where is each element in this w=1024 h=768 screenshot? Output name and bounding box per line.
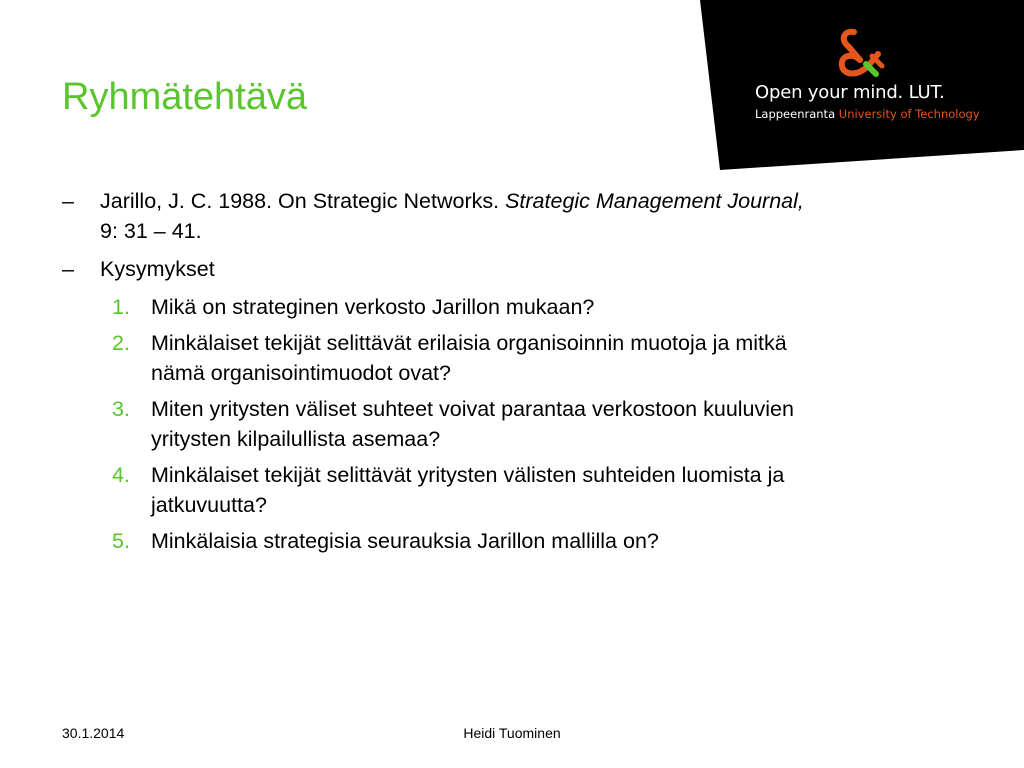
question-item	[62, 526, 962, 556]
slide-title: Ryhmätehtävä	[62, 76, 308, 118]
question-item	[62, 460, 962, 520]
logo-university: University of Technology	[838, 107, 980, 121]
lut-ampersand-logo-icon	[830, 26, 890, 82]
question-number: 1.	[112, 295, 130, 319]
footer-author: Heidi Tuominen	[463, 725, 561, 741]
question-item	[62, 394, 962, 454]
question-item	[62, 292, 962, 322]
question-text-cont: yritysten kilpailullista asemaa?	[151, 427, 441, 451]
bullet-dash: –	[62, 257, 74, 281]
reference-pages: 9: 31 – 41.	[100, 219, 202, 243]
question-text-cont: jatkuvuutta?	[151, 493, 267, 517]
reference-journal: Strategic Management Journal,	[505, 189, 804, 213]
questions-heading: Kysymykset	[100, 257, 215, 281]
logo-tagline: Open your mind. LUT.	[755, 82, 945, 103]
bullet-questions-heading	[62, 254, 962, 284]
question-text: Miten yritysten väliset suhteet voivat parantaa verkostoon kuuluvien	[151, 397, 794, 421]
question-number: 3.	[112, 397, 130, 421]
slide-content	[62, 186, 962, 562]
logo-city: Lappeenranta	[755, 107, 836, 121]
question-number: 2.	[112, 331, 130, 355]
bullet-reference	[62, 186, 962, 246]
question-text-cont: nämä organisointimuodot ovat?	[151, 361, 451, 385]
question-text: Minkälaisia strategisia seurauksia Jarillon mallilla on?	[151, 529, 659, 553]
bullet-dash: –	[62, 189, 74, 213]
question-number: 4.	[112, 463, 130, 487]
question-text: Mikä on strateginen verkosto Jarillon mukaan?	[151, 295, 595, 319]
question-item	[62, 328, 962, 388]
logo-subtitle	[755, 107, 980, 121]
footer-date: 30.1.2014	[62, 725, 125, 741]
question-number: 5.	[112, 529, 130, 553]
question-text: Minkälaiset tekijät selittävät erilaisia organisoinnin muotoja ja mitkä	[151, 331, 787, 355]
reference-author: Jarillo, J. C. 1988. On Strategic Networks.	[100, 189, 500, 213]
question-text: Minkälaiset tekijät selittävät yritysten välisten suhteiden luomista ja	[151, 463, 785, 487]
